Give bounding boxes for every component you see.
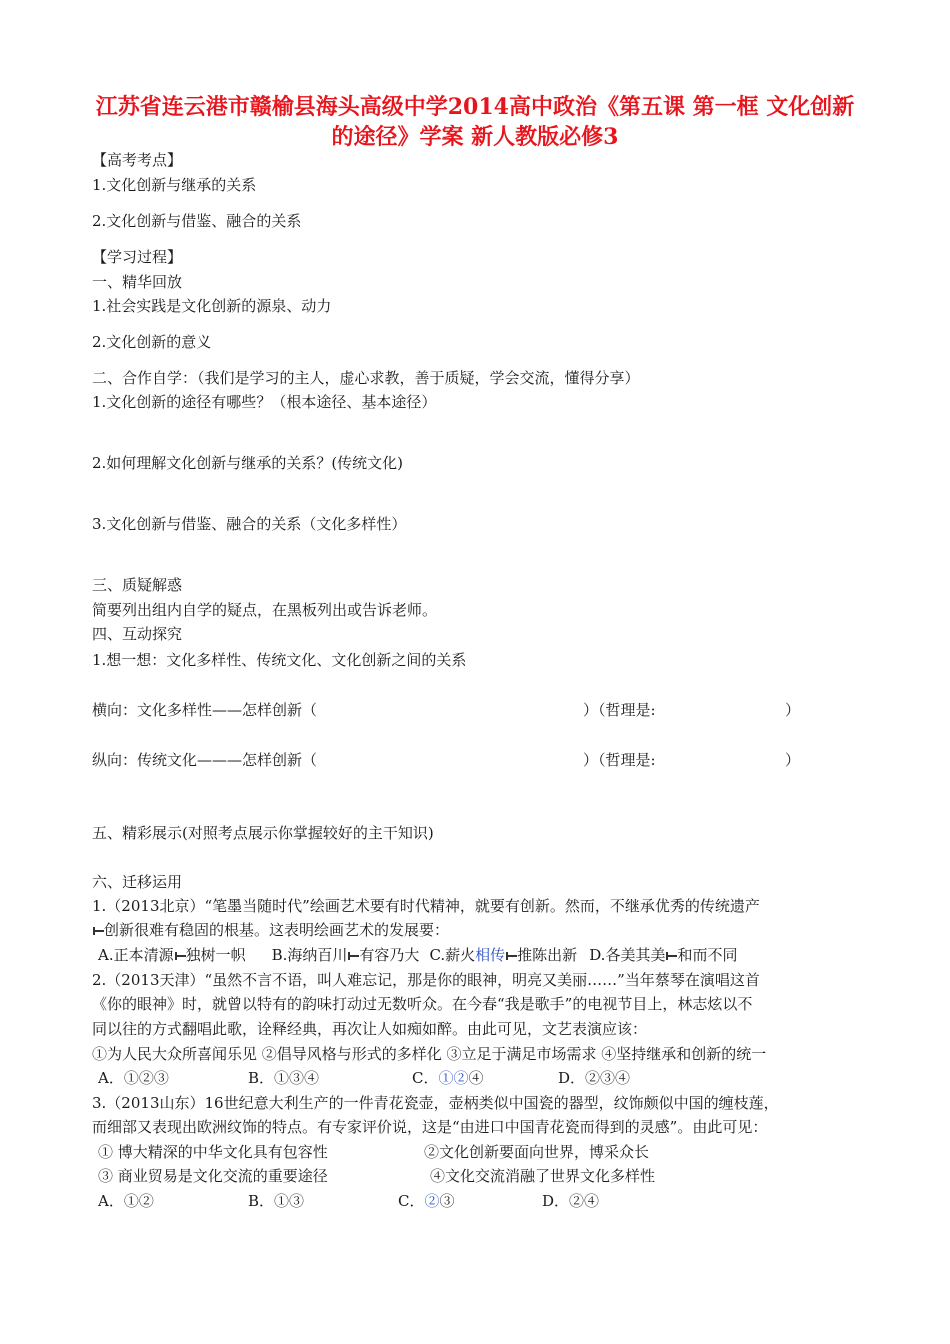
- section-2-title: 二、合作自学：（我们是学习的主人，虚心求教，善于质疑，学会交流，懂得分享）: [92, 369, 640, 387]
- process-header: 【学习过程】: [92, 248, 183, 266]
- q3-option-c: C．②③: [398, 1192, 455, 1210]
- title-line-1: 江苏省连云港市赣榆县海头高级中学2014高中政治《第五课 第一框 文化创新: [95, 94, 855, 120]
- q2-option-c: C．①②④: [412, 1069, 484, 1087]
- section-1-title: 一、精华回放: [92, 273, 183, 291]
- q3-option-d: D．②④: [542, 1192, 600, 1210]
- section-2-item-2: 2.如何理解文化创新与继承的关系？(传统文化): [92, 454, 404, 472]
- section-2-item-1: 1.文化创新的途径有哪些？（根本途径、基本途径）: [92, 393, 437, 411]
- section-6-title: 六、迁移运用: [92, 873, 183, 891]
- horizontal-row-left: 横向：文化多样性——怎样创新（: [92, 701, 318, 719]
- q2-line-3: 同以往的方式翻唱此歌，诠释经典，再次让人如痴如醉。由此可见，文艺表演应该：: [92, 1020, 648, 1038]
- horizontal-row-right: ）（哲理是:: [583, 701, 656, 719]
- horizontal-row-end: ）: [785, 701, 801, 719]
- q1-option-c: C.薪火相传 推陈出新: [429, 946, 578, 964]
- q1-option-d: D.各美其美 和而不同: [589, 946, 738, 964]
- q2-option-a: A．①②③: [98, 1069, 169, 1087]
- section-4-title: 四、互动探究: [92, 625, 183, 643]
- q3-statement-2: ②文化创新要面向世界，博采众长: [424, 1143, 650, 1161]
- q1-option-b: B.海纳百川 有容乃大: [271, 946, 420, 964]
- section-4-item: 1.想一想：文化多样性、传统文化、文化创新之间的关系: [92, 651, 467, 669]
- q3-statement-3: ③ 商业贸易是文化交流的重要途径: [98, 1167, 328, 1185]
- q2-line-4: ①为人民大众所喜闻乐见 ②倡导风格与形式的多样化 ③立足于满足市场需求 ④坚持继承和创新的统一: [92, 1045, 767, 1063]
- tick-mark-icon: [505, 951, 517, 961]
- vertical-row-right: ）（哲理是:: [583, 751, 656, 769]
- tick-mark-icon: [174, 951, 186, 961]
- section-3-title: 三、质疑解惑: [92, 576, 183, 594]
- kaodian-item-2: 2.文化创新与借鉴、融合的关系: [92, 212, 302, 230]
- section-3-text: 简要列出组内自学的疑点，在黑板列出或告诉老师。: [92, 601, 438, 619]
- q2-option-b: B．①③④: [248, 1069, 320, 1087]
- document-title: [80, 92, 870, 152]
- q1-options: [98, 945, 737, 965]
- q1-option-a: A.正本清源 独树一帜: [98, 946, 246, 964]
- tick-mark-icon: [92, 926, 104, 936]
- q3-statement-4: ④文化交流消融了世界文化多样性: [430, 1167, 656, 1185]
- q2-line-2: 《你的眼神》时，就曾以特有的韵味打动过无数听众。在今春“我是歌手”的电视节目上，林志炫以不: [92, 995, 753, 1013]
- section-5-title: 五、精彩展示(对照考点展示你掌握较好的主干知识): [92, 824, 434, 842]
- vertical-row-end: ）: [785, 751, 801, 769]
- title-line-2: 的途径》学案 新人教版必修3: [331, 124, 619, 150]
- section-2-item-3: 3.文化创新与借鉴、融合的关系（文化多样性）: [92, 515, 407, 533]
- q3-statement-1: ① 博大精深的中华文化具有包容性: [98, 1143, 328, 1161]
- kaodian-item-1: 1.文化创新与继承的关系: [92, 176, 257, 194]
- tick-mark-icon: [665, 951, 677, 961]
- q3-option-a: A．①②: [98, 1192, 154, 1210]
- q2-line-1: 2.（2013天津）“虽然不言不语，叫人难忘记，那是你的眼神，明亮又美丽……”当年蔡琴在演唱这首: [92, 971, 760, 989]
- q3-option-b: B．①③: [248, 1192, 305, 1210]
- tick-mark-icon: [347, 951, 359, 961]
- q3-line-1: 3.（2013山东）16世纪意大利生产的一件青花瓷壶，壶柄类似中国瓷的器型，纹饰颇似中国的缠枝莲，: [92, 1094, 779, 1112]
- q1-line-2: 创新很难有稳固的根基。这表明绘画艺术的发展要：: [92, 920, 449, 940]
- section-1-item-1: 1.社会实践是文化创新的源泉、动力: [92, 297, 332, 315]
- q3-line-2: 而细部又表现出欧洲纹饰的特点。有专家评价说，这是“由进口中国青花瓷而得到的灵感”。由此可见：: [92, 1118, 768, 1136]
- q2-option-d: D．②③④: [558, 1069, 631, 1087]
- q1-line-1: 1.（2013北京）“笔墨当随时代”绘画艺术要有时代精神，就要有创新。然而，不继承优秀的传统遗产: [92, 897, 760, 915]
- section-1-item-2: 2.文化创新的意义: [92, 333, 212, 351]
- kaodian-header: 【高考考点】: [92, 151, 183, 169]
- vertical-row-left: 纵向：传统文化———怎样创新（: [92, 751, 318, 769]
